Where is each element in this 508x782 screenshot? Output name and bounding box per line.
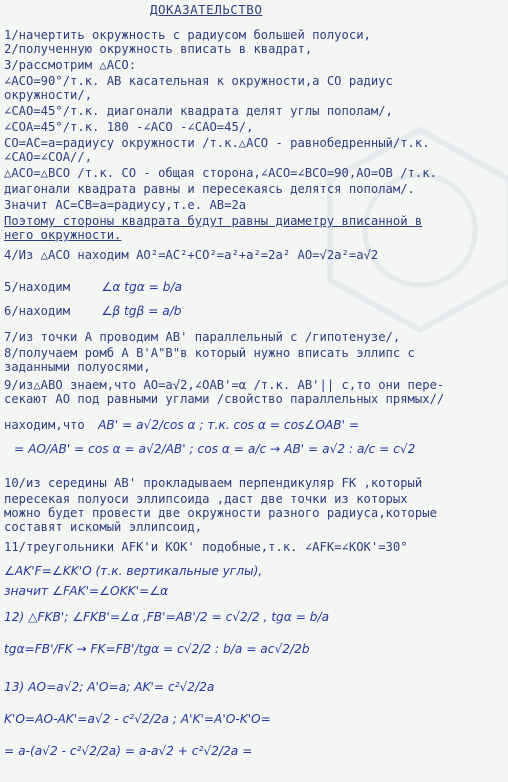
- text-line: 9/из△АВО знаем,что АО=а√2,∠ОАВ'=α /т.к. АВ'|| с,то они пере-: [4, 378, 445, 392]
- text-line: 2/полученную окружность вписать в квадрат,: [4, 42, 313, 56]
- text-line: можно будет провести две окружности разного радиуса,которые: [4, 506, 437, 520]
- handwritten-note: = AO/AB' = cos α = a√2/AB' ; cos α = a/c → AB' = a√2 : a/c = c√2: [14, 442, 416, 456]
- text-line: 11/треугольники AFK'и KOK' подобные,т.к. ∠AFK=∠KOK'=30°: [4, 540, 408, 554]
- text-line: [4, 418, 504, 432]
- text-line: 8/получаем ромб А В'А"В"в который нужно вписать эллипс с: [4, 346, 415, 360]
- text-line: 3/рассмотрим △АСО:: [4, 58, 137, 72]
- text-line: 4/Из △АСО находим АО²=АС²+СО²=а²+а²=2а² АО=√2а²=а√2: [4, 248, 379, 262]
- text-line: ∠АСО=90°/т.к. АВ касательная к окружности,а СО радиус: [4, 74, 393, 88]
- text-line: пересекая полуоси эллипсоида ,даст две точки из которых: [4, 492, 408, 506]
- text-line: Поэтому стороны квадрата будут равны диаметру вписанной в: [4, 214, 423, 228]
- text-line: диагонали квадрата равны и пересекаясь делятся пополам/.: [4, 182, 415, 196]
- text-line-6: 6/находим: [4, 304, 71, 318]
- text-line: ∠СОА=45°/т.к. 180 -∠АСО -∠САО=45/,: [4, 120, 254, 134]
- handwritten-line: tgα=FB'/FK → FK=FB'/tgα = c√2/2 : b/a = ac√2/2b: [4, 642, 310, 656]
- text-line: ∠САО=45°/т.к. диагонали квадрата делят углы пополам/,: [4, 104, 393, 118]
- text-line: ∠САО=∠СОА//,: [4, 150, 93, 164]
- text-line: секают АО под равными углами /свойство параллельных прямых//: [4, 392, 445, 406]
- text-line: △АСО=△ВСО /т.к. СО - общая сторона,∠АСО=∠ВСО=90,АО=ОВ /т.к.: [4, 166, 437, 180]
- text-line: [4, 304, 504, 318]
- text-line: 7/из точки А проводим АВ' параллельный с /гипотенузе/,: [4, 330, 401, 344]
- handwritten-note: AB' = a√2/cos α ; т.к. cos α = cos∠OAB' =: [98, 418, 360, 432]
- handwritten-line: = a-(a√2 - c²√2/2a) = a-a√2 + c²√2/2a =: [4, 744, 253, 758]
- handwritten-line: значит ∠FAK'=∠OKK'=∠α: [4, 584, 169, 598]
- text-line: него окружности.: [4, 228, 122, 242]
- text-line: 10/из середины АВ' прокладываем перпендикуляр FK ,который: [4, 476, 423, 490]
- handwritten-line: 12) △FKB'; ∠FKB'=∠α ,FB'=AB'/2 = c√2/2 , tgα = b/a: [4, 610, 330, 624]
- handwritten-line: ∠AK'F=∠KK'O (т.к. вертикальные углы),: [4, 564, 263, 578]
- text-line: составят искомый эллипсоид,: [4, 520, 203, 534]
- text-line: [4, 280, 504, 294]
- text-line-5: 5/находим: [4, 280, 71, 294]
- text-line: СО=АС=а=радиусу окружности /т.к.△АСО - равнобедренный/т.к.: [4, 136, 430, 150]
- text-line: 1/начертить окружность с радиусом большей полуоси,: [4, 28, 371, 42]
- page-title: ДОКАЗАТЕЛЬСТВО: [150, 2, 263, 17]
- handwritten-note: ∠β tgβ = a/b: [101, 304, 182, 318]
- handwritten-note: ∠α tgα = b/a: [101, 280, 183, 294]
- handwritten-line: K'O=AO-AK'=a√2 - c²√2/2a ; A'K'=A'O-K'O=: [4, 712, 271, 726]
- text-line-9c: находим,что: [4, 418, 85, 432]
- handwritten-line: 13) AO=a√2; A'O=a; AK'= c²√2/2a: [4, 680, 215, 694]
- text-line: Значит АС=СВ=а=радиусу,т.е. АВ=2а: [4, 198, 247, 212]
- text-line: заданными полуосями,: [4, 360, 151, 374]
- text-line: окружности/,: [4, 88, 93, 102]
